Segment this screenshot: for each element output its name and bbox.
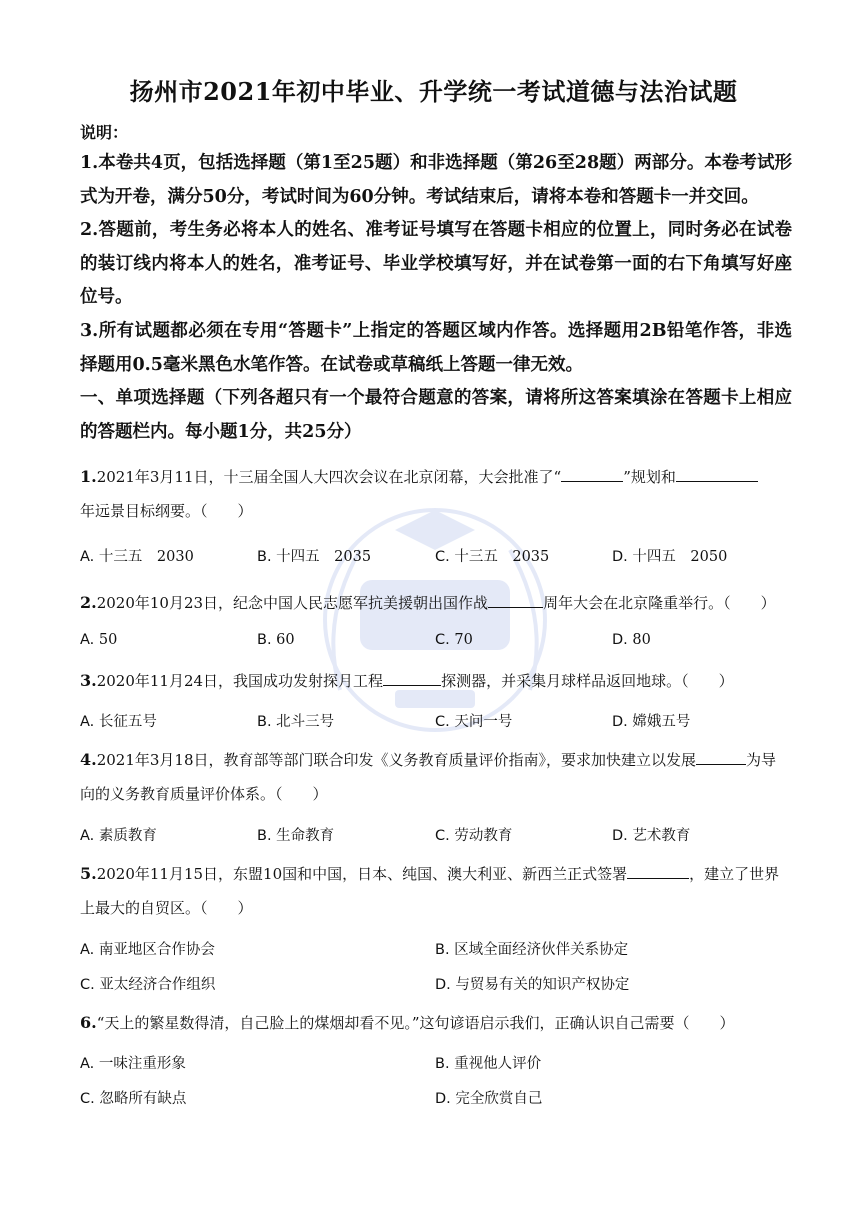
answer-blank [676,463,758,482]
option-d: D. 完全欣赏自己 [435,1091,543,1107]
option-c: C. 十三五 2035 [435,549,550,565]
question-number: 6. [80,1013,97,1032]
option-a: A. 长征五号 [80,714,157,730]
option-c: C. 70 [435,632,473,648]
option-c: C. 天问一号 [435,714,513,730]
question-number: 5. [80,864,97,883]
question-text: 2020年10月23日，纪念中国人民志愿军抗美援朝出国作战 [96,594,489,612]
option-b: B. 区域全面经济伙伴关系协定 [435,942,629,958]
answer-blank [488,589,543,608]
question-text: 2021年3月11日，十三届全国人大四次会议在北京闭幕，大会批准了“ [96,468,562,486]
option-b: B. 北斗三号 [257,714,335,730]
question-number: 3. [80,671,97,690]
option-b: B. 60 [257,632,295,648]
option-a: A. 素质教育 [80,828,157,844]
question-text: ”规划和 [623,468,676,486]
question-text: 2020年11月15日，东盟10国和中国，日本、纯国、澳大利亚、新西兰正式签署 [96,865,628,883]
option-c: C. 劳动教育 [435,828,513,844]
option-b: B. 十四五 2035 [257,549,372,565]
question-text: 上最大的自贸区。（ ） [80,899,253,917]
question-number: 2. [80,593,97,612]
question-number: 1. [80,467,97,486]
exam-title: 扬州市2021年初中毕业、升学统一考试道德与法治试题 [129,77,738,106]
option-d: D. 与贸易有关的知识产权协定 [435,977,630,993]
instruction-2: 2.答题前，考生务必将本人的姓名、准考证号填写在答题卡相应的位置上，同时务必在试卷的装订线内将本人的姓名，准考证号、毕业学校填写好，并在试卷第一面的右下角填写好座位号。 [80,220,792,307]
question-text: ，建立了世界 [689,865,780,883]
question-1 [80,460,792,528]
question-text: 探测器，并采集月球样品返回地球。（ ） [441,672,734,690]
question-text: 2021年3月18日，教育部等部门联合印发《义务教育质量评价指南》，要求加快建立以发展 [96,751,697,769]
option-a: A. 十三五 2030 [80,549,194,565]
option-a: A. 一味注重形象 [80,1056,186,1072]
option-b: B. 重视他人评价 [435,1056,542,1072]
question-2 [80,586,792,620]
answer-blank [696,746,746,765]
answer-blank [627,860,689,879]
option-b: B. 生命教育 [257,828,335,844]
instructions-label: 说明： [80,123,129,142]
question-text: “天上的繁星数得清，自己脸上的煤烟却看不见。”这句谚语启示我们，正确认识自己需要（ ） [96,1014,735,1032]
question-5 [80,857,792,925]
question-text: 2020年11月24日，我国成功发射探月工程 [96,672,384,690]
option-d: D. 艺术教育 [612,828,691,844]
option-d: D. 十四五 2050 [612,549,728,565]
question-text: 周年大会在北京隆重举行。（ ） [543,594,776,612]
question-number: 4. [80,750,97,769]
question-6 [80,1006,792,1040]
section-heading: 一、单项选择题（下列各超只有一个最符合题意的答案，请将所这答案填涂在答题卡上相应的答题栏内。每小题1分，共25分） [80,388,792,442]
question-text: 年远景目标纲要。（ ） [80,502,253,520]
question-text: 向的义务教育质量评价体系。（ ） [80,785,328,803]
instruction-3: 3.所有试题都必须在专用“答题卡”上指定的答题区域内作答。选择题用2B铅笔作答，非选择题用0.5毫米黑色水笔作答。在试卷或草稿纸上答题一律无效。 [80,321,792,375]
question-text: 为导 [746,751,777,769]
option-c: C. 忽略所有缺点 [80,1091,187,1107]
answer-blank [561,463,623,482]
option-d: D. 嫦娥五号 [612,714,691,730]
answer-blank [383,667,441,686]
option-a: A. 南亚地区合作协会 [80,942,215,958]
option-c: C. 亚太经济合作组织 [80,977,216,993]
option-d: D. 80 [612,632,651,648]
instruction-1: 1.本卷共4页，包括选择题（第1至25题）和非选择题（第26至28题）两部分。本卷考试形式为开卷，满分50分，考试时间为60分钟。考试结束后，请将本卷和答题卡一并交回。 [80,153,792,207]
question-3 [80,664,792,698]
option-a: A. 50 [80,632,118,648]
question-4 [80,743,792,811]
